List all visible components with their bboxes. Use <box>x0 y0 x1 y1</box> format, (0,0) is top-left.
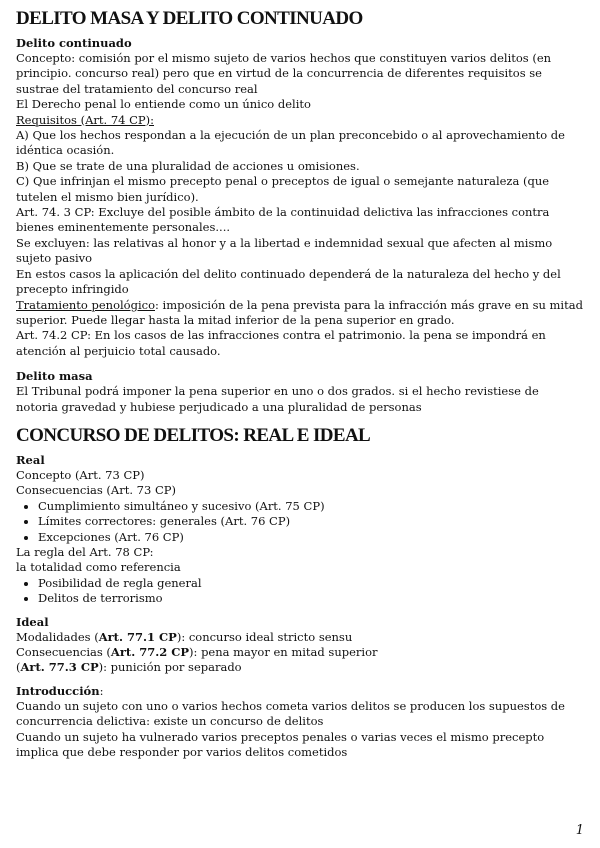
list-item: • Excepciones (Art. 76 CP) <box>38 530 584 545</box>
page-number: 1 <box>575 823 584 838</box>
requisito-a: A) Que los hechos respondan a la ejecución de un plan preconcebido o al aprovechamiento de idéntica ocasión. <box>16 128 565 158</box>
intro-paragraph-2: Cuando un sujeto ha vulnerado varios preceptos penales o varias veces el mismo precepto implica que debe responder por varios delitos cometidos <box>16 729 545 760</box>
totalidad-referencia: la totalidad como referencia <box>16 560 181 575</box>
list-item: • Delitos de terrorismo <box>38 591 584 606</box>
real-concepto: Concepto (Art. 73 CP) <box>16 467 145 482</box>
list-item: • Posibilidad de regla general <box>38 576 584 591</box>
section-title-concurso: CONCURSO DE DELITOS: REAL E IDEAL <box>16 424 371 446</box>
ideal-consecuencias <box>16 645 584 660</box>
text-fragment: Consecuencias ( <box>16 645 111 659</box>
art-74-2-paragraph: Art. 74.2 CP: En los casos de las infracciones contra el patrimonio. la pena se impondrá en atención al perjuicio total causado. <box>16 328 546 358</box>
requisito-b: B) Que se trate de una pluralidad de acciones u omisiones. <box>16 158 360 173</box>
intro-paragraph-1: Cuando un sujeto con uno o varios hechos cometa varios delitos se producen los supuestos de concurrencia delictiva: existe un concurso de delitos <box>16 698 565 729</box>
excluyen-paragraph: Se excluyen: las relativas al honor y a la libertad e indemnidad sexual que afecten al mismo sujeto pasivo <box>16 235 553 266</box>
article-ref: Art. 77.3 CP <box>20 660 99 675</box>
article-ref: Art. 77.2 CP <box>110 645 190 659</box>
heading-introduccion <box>16 684 584 699</box>
art-74-3-paragraph: Art. 74. 3 CP: Excluye del posible ámbito de la continuidad delictiva las infracciones contra bienes eminentemente personales.... <box>16 205 550 235</box>
text-fragment: Modalidades ( <box>16 629 99 644</box>
tratamiento-label: Tratamiento penológico <box>16 297 155 312</box>
tratamiento-paragraph <box>16 298 584 329</box>
tratamiento-text: : imposición de la pena prevista para la infracción más grave en su mitad superior. Puede llegar hasta la mitad inferior de la pena superior en grado. <box>16 297 583 327</box>
requisito-c: C) Que infrinjan el mismo precepto penal o preceptos de igual o semejante naturaleza (que tutelen el mismo bien jurídico). <box>16 174 550 204</box>
text-fragment: ): concurso ideal stricto sensu <box>176 629 353 644</box>
requisitos-label: Requisitos (Art. 74 CP): <box>16 112 154 127</box>
heading-text: Introducción <box>16 683 100 698</box>
text-fragment: ( <box>16 660 21 675</box>
heading-real: Real <box>16 452 45 467</box>
heading-colon: : <box>99 683 104 698</box>
heading-ideal: Ideal <box>16 614 49 629</box>
ideal-separado <box>16 660 584 675</box>
concepto-paragraph: Concepto: comisión por el mismo sujeto de varios hechos que constituyen varios delitos (en principio. concurso real) pero que en virtud de la concurrencia de diferentes requisitos se sustrae del tratamiento del concurso real <box>16 51 552 96</box>
real-consecuencias: Consecuencias (Art. 73 CP) <box>16 483 176 498</box>
section-title-delito-masa-continuado: DELITO MASA Y DELITO CONTINUADO <box>16 8 363 29</box>
list-item: • Cumplimiento simultáneo y sucesivo (Art. 75 CP) <box>38 499 584 514</box>
heading-delito-continuado: Delito continuado <box>16 36 132 50</box>
text-fragment: ): pena mayor en mitad superior <box>189 645 378 659</box>
unico-delito-paragraph: El Derecho penal lo entiende como un único delito <box>16 97 311 112</box>
list-item: • Límites correctores: generales (Art. 76 CP) <box>38 514 584 529</box>
article-ref: Art. 77.1 CP <box>98 629 177 644</box>
regla-art-78: La regla del Art. 78 CP: <box>16 544 154 559</box>
ideal-modalidades <box>16 630 584 645</box>
casos-paragraph: En estos casos la aplicación del delito continuado dependerá de la naturaleza del hecho y del precepto infringido <box>16 266 561 297</box>
text-fragment: ): punición por separado <box>98 660 242 675</box>
delito-masa-paragraph: El Tribunal podrá imponer la pena superior en uno o dos grados. si el hecho revistiese de notoria gravedad y hubiese perjudicado a una pluralidad de personas <box>16 384 539 414</box>
regla-list <box>16 576 584 607</box>
heading-delito-masa: Delito masa <box>16 369 93 384</box>
real-consecuencias-list <box>16 499 584 545</box>
